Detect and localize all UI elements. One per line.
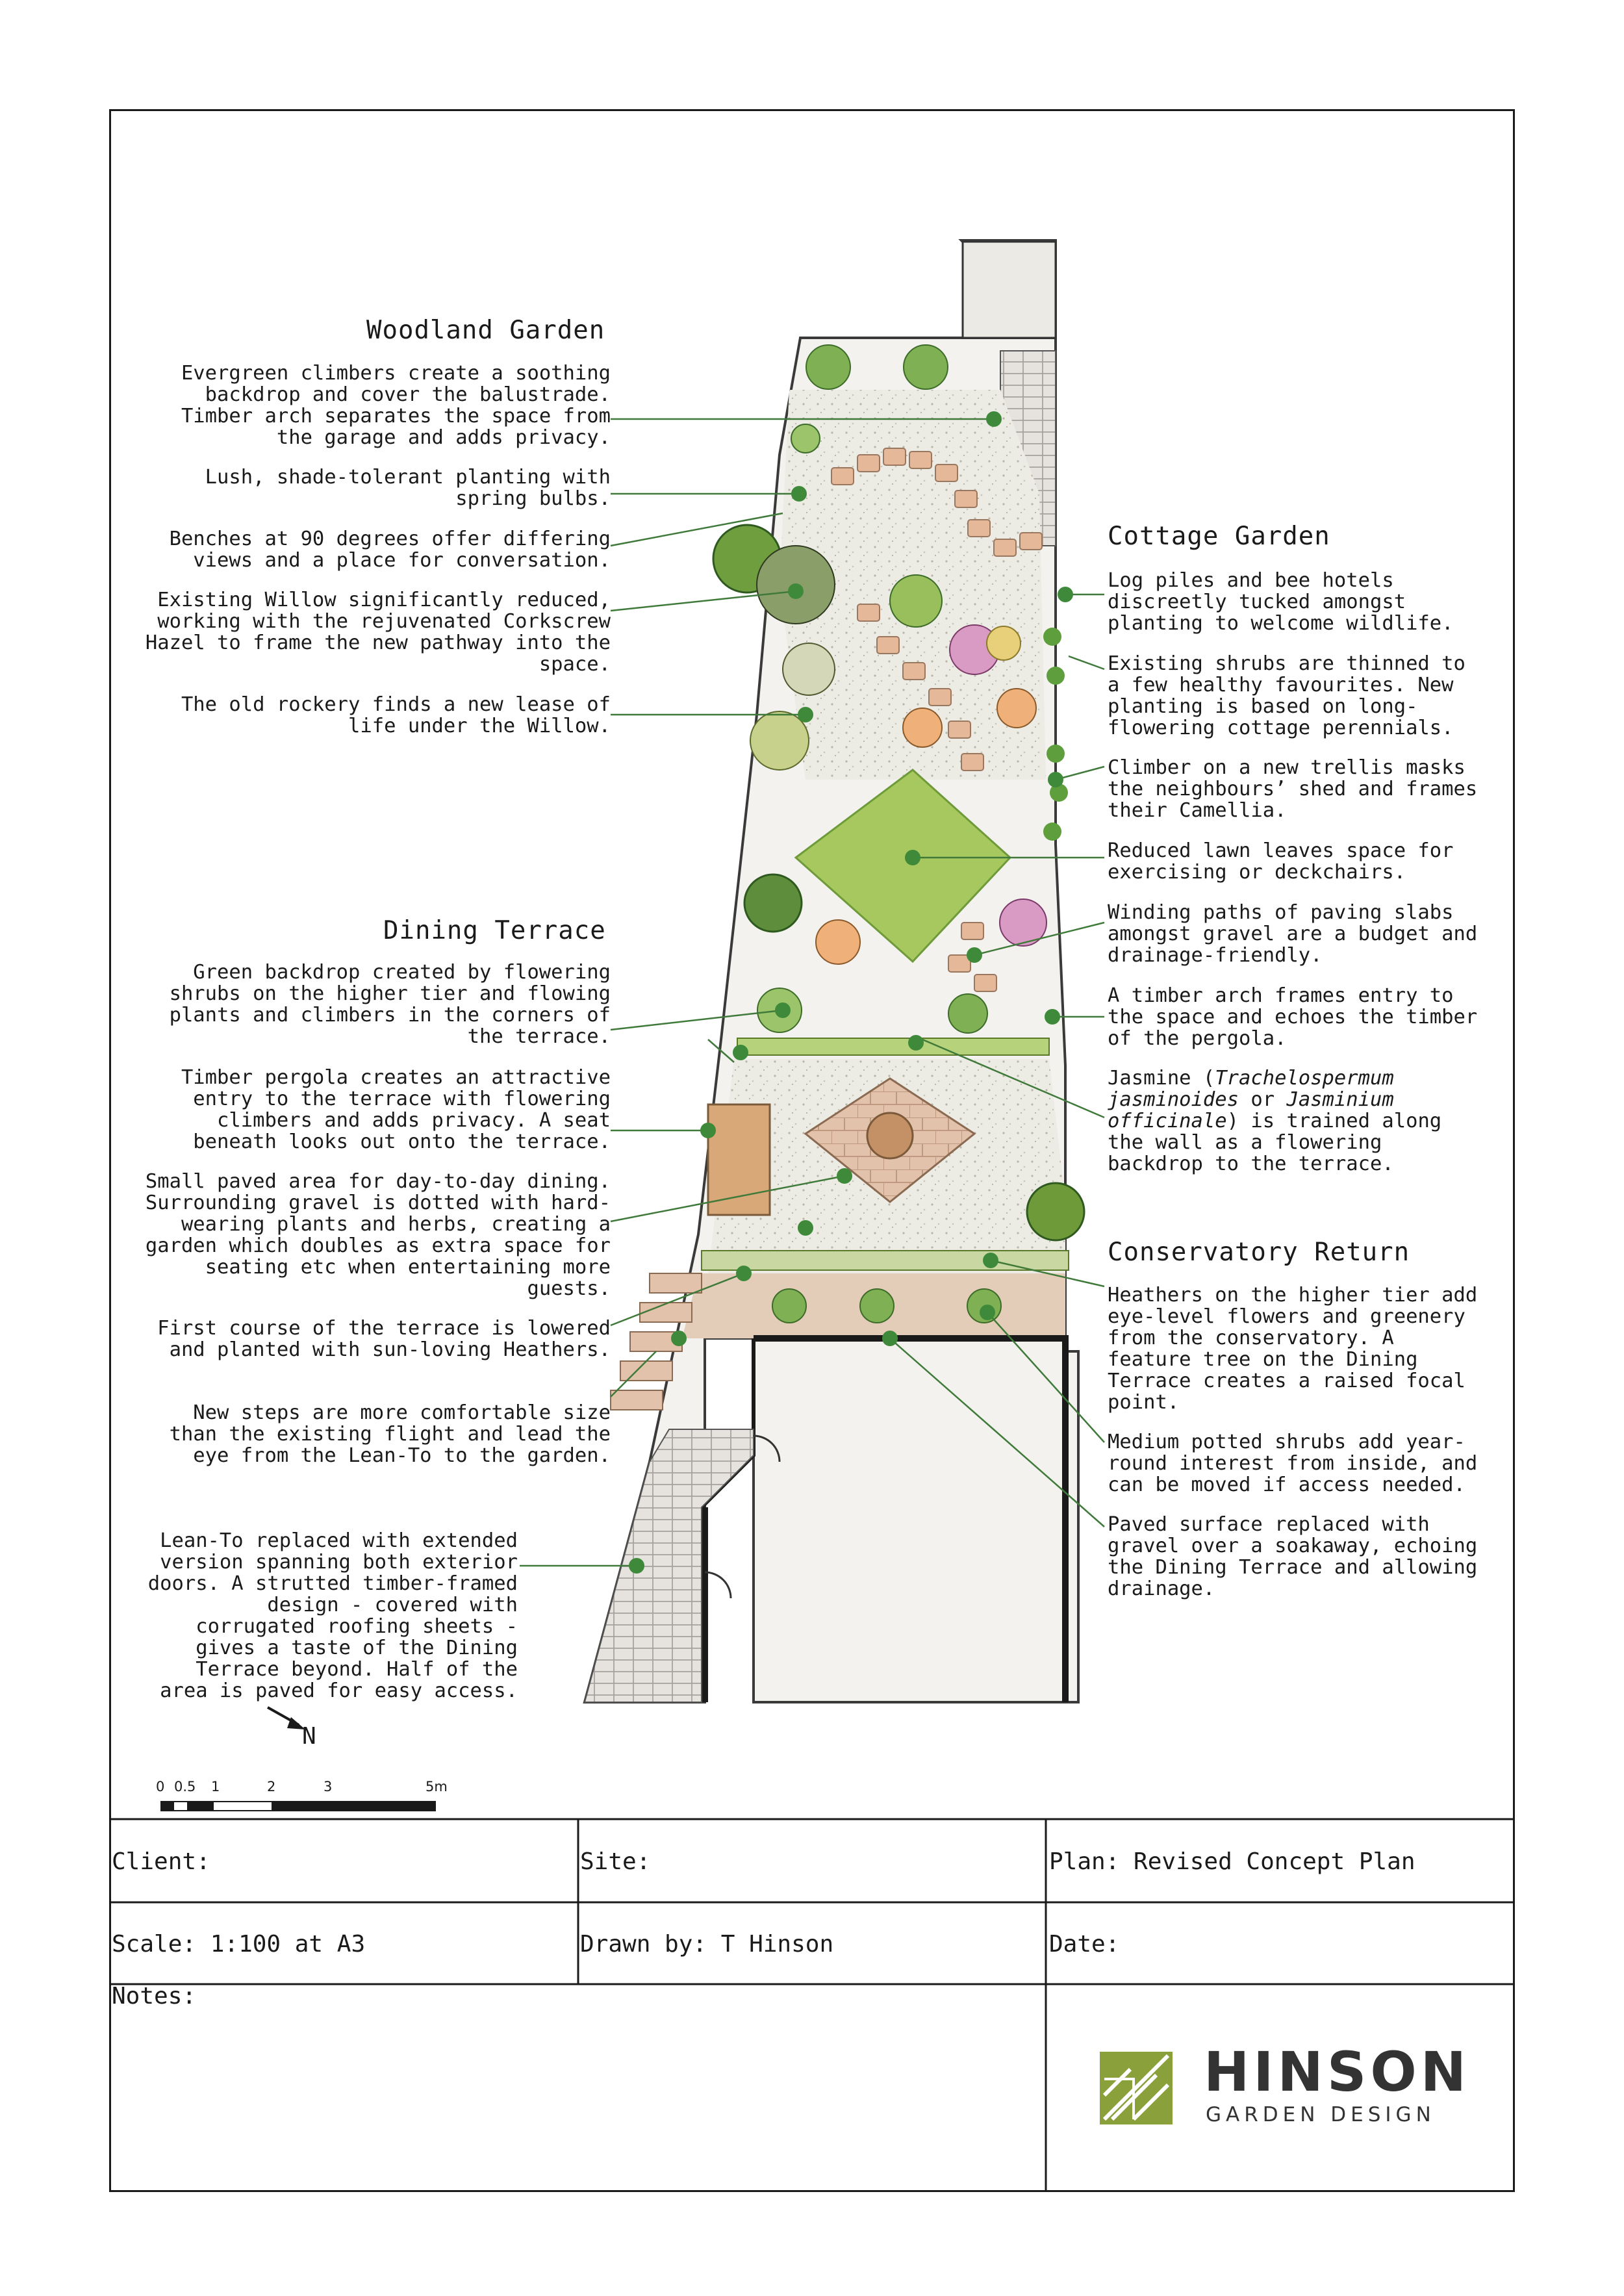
- note-dining-heathers: First course of the terrace is lowered and planted with sun-loving Heathers.: [157, 1317, 611, 1361]
- note-jasmine: Jasmine (Trachelospermum jasminoides or Jasminium officinale) is trained along the wall as a flowering backdrop to the terrace.: [1108, 1067, 1442, 1175]
- note-dining-paved-area: Small paved area for day-to-day dining. Surrounding gravel is dotted with hard- wearing plants and herbs, creating a garden which doubles as extra space for seating etc when entertaining more guests.: [145, 1170, 611, 1300]
- date-field: Date:: [1049, 1931, 1120, 1958]
- scale-label-2: 2: [267, 1779, 276, 1794]
- scale-field: Scale: 1:100 at A3: [112, 1931, 366, 1958]
- note-woodland-willow: Existing Willow significantly reduced, working with the rejuvenated Corkscrew Hazel to frame the new pathway into the space.: [145, 589, 611, 676]
- note-conservatory-heathers: Heathers on the higher tier add eye-level flowers and greenery from the conservatory. A feature tree on the Dining Terrace creates a raised focal point.: [1108, 1284, 1478, 1414]
- garage: [963, 242, 1056, 338]
- note-cottage-lawn: Reduced lawn leaves space for exercising or deckchairs.: [1108, 839, 1454, 884]
- heather-bed: [702, 1251, 1069, 1270]
- note-lean-to: Lean-To replaced with extended version spanning both exterior doors. A strutted timber-framed design - covered with corrugated roofing sheets - gives a taste of the Dining Terrace beyond. Half of the area is paved for easy access.: [147, 1529, 518, 1702]
- note-woodland-benches: Benches at 90 degrees offer differing views and a place for conversation.: [169, 528, 611, 572]
- note-woodland-climbers: Evergreen climbers create a soothing backdrop and cover the balustrade. Timber arch separates the space from the garage and adds privacy.: [181, 362, 611, 449]
- scale-label-3: 3: [324, 1779, 333, 1794]
- heading-conservatory-return: Conservatory Return: [1108, 1238, 1410, 1267]
- note-woodland-rockery: The old rockery finds a new lease of life under the Willow.: [181, 693, 611, 737]
- hedge-band: [737, 1038, 1049, 1055]
- note-woodland-shade-planting: Lush, shade-tolerant planting with spring bulbs.: [205, 466, 611, 510]
- note-cottage-shrubs: Existing shrubs are thinned to a few healthy favourites. New planting is based on long- flowering cottage perennials.: [1108, 652, 1465, 739]
- logo-tagline: GARDEN DESIGN: [1206, 2103, 1436, 2126]
- note-cottage-paths: Winding paths of paving slabs amongst gravel are a budget and drainage-friendly.: [1108, 901, 1478, 967]
- note-cottage-timber-arch: A timber arch frames entry to the space and echoes the timber of the pergola.: [1108, 984, 1478, 1050]
- client-field: Client:: [112, 1848, 210, 1875]
- note-conservatory-potted-shrubs: Medium potted shrubs add year- round interest from inside, and can be moved if access needed.: [1108, 1431, 1478, 1496]
- north-label: N: [302, 1723, 316, 1750]
- note-dining-pergola: Timber pergola creates an attractive entry to the terrace with flowering climbers and adds privacy. A seat beneath looks out onto the terrace.: [181, 1066, 611, 1153]
- note-dining-steps: New steps are more comfortable size than the existing flight and lead the eye from the Lean-To to the garden.: [169, 1401, 611, 1467]
- pergola: [708, 1104, 770, 1215]
- note-dining-backdrop: Green backdrop created by flowering shrubs on the higher tier and flowing plants and climbers in the corners of the terrace.: [169, 961, 611, 1048]
- heading-cottage-garden: Cottage Garden: [1108, 522, 1330, 551]
- north-arrow-icon: [268, 1707, 305, 1729]
- note-cottage-log-piles: Log piles and bee hotels discreetly tucked amongst planting to welcome wildlife.: [1108, 569, 1454, 635]
- drawn-by-field: Drawn by: T Hinson: [580, 1931, 834, 1958]
- note-conservatory-gravel: Paved surface replaced with gravel over a soakaway, echoing the Dining Terrace and allowing drainage.: [1108, 1513, 1478, 1600]
- logo-name: HINSON: [1204, 2040, 1471, 2104]
- site-field: Site:: [580, 1848, 651, 1875]
- scale-label-0: 0: [156, 1779, 165, 1794]
- scale-bar: [161, 1802, 435, 1811]
- scale-label-0-5: 0.5: [174, 1779, 196, 1794]
- hinson-logo-icon: [1100, 2052, 1173, 2124]
- title-block-grid: [109, 1819, 1515, 2192]
- heading-dining-terrace: Dining Terrace: [383, 916, 606, 945]
- note-cottage-trellis: Climber on a new trellis masks the neighbours’ shed and frames their Camellia.: [1108, 756, 1478, 822]
- plan-field: Plan: Revised Concept Plan: [1049, 1848, 1415, 1875]
- heading-woodland-garden: Woodland Garden: [366, 316, 605, 345]
- scale-label-1: 1: [211, 1779, 220, 1794]
- notes-field: Notes:: [112, 1983, 197, 2009]
- terrace-table: [867, 1113, 913, 1158]
- scale-label-5m: 5m: [425, 1779, 448, 1794]
